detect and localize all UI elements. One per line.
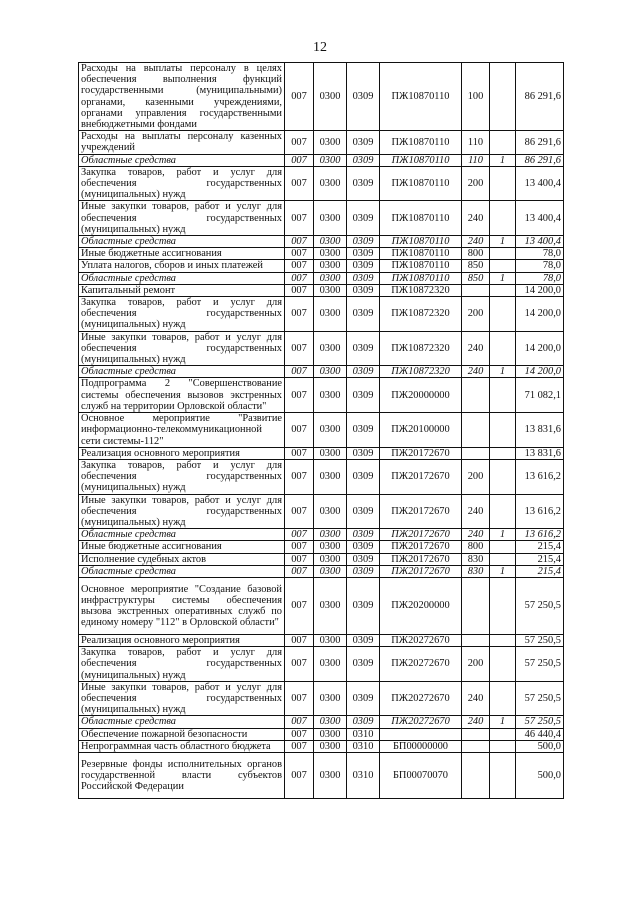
row-target-article: ПЖ20172670: [380, 529, 462, 541]
row-target-article: ПЖ10872320: [380, 284, 462, 296]
row-amount: 57 250,5: [516, 647, 564, 682]
row-grbs-code: 007: [285, 284, 314, 296]
row-grbs-code: 007: [285, 236, 314, 248]
row-funding-source: 1: [490, 716, 516, 728]
row-subsection-code: 0309: [347, 284, 380, 296]
table-row: [79, 529, 564, 541]
row-amount: 13 616,2: [516, 529, 564, 541]
row-target-article: ПЖ10870110: [380, 63, 462, 131]
row-grbs-code: 007: [285, 541, 314, 553]
table-row: [79, 63, 564, 131]
row-amount: 500,0: [516, 752, 564, 798]
row-target-article: ПЖ10870110: [380, 260, 462, 272]
row-funding-source: 1: [490, 236, 516, 248]
row-funding-source: [490, 297, 516, 332]
row-target-article: ПЖ10870110: [380, 272, 462, 284]
row-subsection-code: 0309: [347, 577, 380, 634]
row-name: Закупка товаров, работ и услуг для обеспечения государственных (муниципальных) нужд: [79, 166, 285, 201]
row-amount: 57 250,5: [516, 577, 564, 634]
row-name: Капитальный ремонт: [79, 284, 285, 296]
row-amount: 78,0: [516, 260, 564, 272]
row-grbs-code: 007: [285, 366, 314, 378]
row-section-code: 0300: [314, 541, 347, 553]
row-subsection-code: 0309: [347, 529, 380, 541]
budget-table: [78, 62, 564, 799]
row-subsection-code: 0310: [347, 752, 380, 798]
table-row: [79, 634, 564, 646]
table-row: [79, 494, 564, 529]
row-subsection-code: 0309: [347, 63, 380, 131]
row-amount: 14 200,0: [516, 297, 564, 332]
row-expense-type: 240: [462, 366, 490, 378]
row-section-code: 0300: [314, 740, 347, 752]
row-name: Иные закупки товаров, работ и услуг для обеспечения государственных (муниципальных) нужд: [79, 331, 285, 366]
row-name: Областные средства: [79, 716, 285, 728]
row-target-article: ПЖ10870110: [380, 166, 462, 201]
row-subsection-code: 0309: [347, 378, 380, 413]
row-section-code: 0300: [314, 284, 347, 296]
row-expense-type: 800: [462, 248, 490, 260]
row-section-code: 0300: [314, 565, 347, 577]
row-grbs-code: 007: [285, 413, 314, 448]
row-funding-source: [490, 166, 516, 201]
row-subsection-code: 0310: [347, 740, 380, 752]
row-grbs-code: 007: [285, 553, 314, 565]
row-expense-type: [462, 740, 490, 752]
row-funding-source: [490, 260, 516, 272]
row-funding-source: [490, 201, 516, 236]
row-target-article: ПЖ10870110: [380, 248, 462, 260]
row-amount: 78,0: [516, 248, 564, 260]
table-row: [79, 166, 564, 201]
row-expense-type: 110: [462, 154, 490, 166]
table-row: [79, 378, 564, 413]
row-target-article: ПЖ20172670: [380, 459, 462, 494]
row-grbs-code: 007: [285, 529, 314, 541]
row-target-article: ПЖ20172670: [380, 565, 462, 577]
row-section-code: 0300: [314, 248, 347, 260]
row-section-code: 0300: [314, 331, 347, 366]
row-funding-source: [490, 577, 516, 634]
table-row: [79, 459, 564, 494]
row-section-code: 0300: [314, 378, 347, 413]
row-section-code: 0300: [314, 553, 347, 565]
row-subsection-code: 0309: [347, 366, 380, 378]
row-name: Областные средства: [79, 565, 285, 577]
row-funding-source: [490, 131, 516, 154]
row-funding-source: [490, 681, 516, 716]
row-expense-type: 240: [462, 494, 490, 529]
row-grbs-code: 007: [285, 577, 314, 634]
row-section-code: 0300: [314, 166, 347, 201]
row-amount: 14 200,0: [516, 284, 564, 296]
row-grbs-code: 007: [285, 565, 314, 577]
row-subsection-code: 0310: [347, 728, 380, 740]
row-expense-type: 240: [462, 201, 490, 236]
row-section-code: 0300: [314, 201, 347, 236]
row-section-code: 0300: [314, 634, 347, 646]
row-target-article: ПЖ10872320: [380, 297, 462, 332]
row-subsection-code: 0309: [347, 447, 380, 459]
row-grbs-code: 007: [285, 331, 314, 366]
table-row: [79, 447, 564, 459]
row-target-article: ПЖ20100000: [380, 413, 462, 448]
row-amount: 13 616,2: [516, 494, 564, 529]
row-name: Закупка товаров, работ и услуг для обеспечения государственных (муниципальных) нужд: [79, 647, 285, 682]
row-funding-source: [490, 459, 516, 494]
row-expense-type: 240: [462, 331, 490, 366]
row-subsection-code: 0309: [347, 413, 380, 448]
row-section-code: 0300: [314, 494, 347, 529]
table-row: [79, 647, 564, 682]
row-grbs-code: 007: [285, 260, 314, 272]
row-funding-source: [490, 634, 516, 646]
row-target-article: ПЖ20172670: [380, 541, 462, 553]
row-name: Областные средства: [79, 366, 285, 378]
row-name: Основное мероприятие "Развитие информационно-телекоммуникационной сети системы-112": [79, 413, 285, 448]
row-expense-type: [462, 577, 490, 634]
row-amount: 13 831,6: [516, 413, 564, 448]
table-row: [79, 297, 564, 332]
row-target-article: [380, 728, 462, 740]
row-section-code: 0300: [314, 413, 347, 448]
row-target-article: ПЖ20272670: [380, 716, 462, 728]
row-funding-source: [490, 248, 516, 260]
row-name: Расходы на выплаты персоналу казенных учреждений: [79, 131, 285, 154]
table-row: [79, 366, 564, 378]
row-grbs-code: 007: [285, 447, 314, 459]
row-grbs-code: 007: [285, 647, 314, 682]
row-section-code: 0300: [314, 366, 347, 378]
row-funding-source: [490, 752, 516, 798]
row-grbs-code: 007: [285, 752, 314, 798]
row-target-article: ПЖ20272670: [380, 634, 462, 646]
row-section-code: 0300: [314, 63, 347, 131]
row-section-code: 0300: [314, 647, 347, 682]
table-row: [79, 413, 564, 448]
row-amount: 86 291,6: [516, 131, 564, 154]
row-subsection-code: 0309: [347, 716, 380, 728]
table-row: [79, 331, 564, 366]
row-name: Уплата налогов, сборов и иных платежей: [79, 260, 285, 272]
row-name: Реализация основного мероприятия: [79, 447, 285, 459]
row-funding-source: [490, 647, 516, 682]
row-funding-source: [490, 740, 516, 752]
row-subsection-code: 0309: [347, 553, 380, 565]
row-subsection-code: 0309: [347, 154, 380, 166]
row-funding-source: 1: [490, 366, 516, 378]
row-expense-type: [462, 378, 490, 413]
row-target-article: ПЖ20172670: [380, 553, 462, 565]
row-expense-type: 200: [462, 166, 490, 201]
row-amount: 71 082,1: [516, 378, 564, 413]
row-target-article: ПЖ10872320: [380, 331, 462, 366]
row-expense-type: [462, 413, 490, 448]
row-name: Исполнение судебных актов: [79, 553, 285, 565]
row-amount: 86 291,6: [516, 63, 564, 131]
row-grbs-code: 007: [285, 459, 314, 494]
row-grbs-code: 007: [285, 297, 314, 332]
row-target-article: ПЖ20272670: [380, 647, 462, 682]
row-target-article: БП00000000: [380, 740, 462, 752]
row-section-code: 0300: [314, 459, 347, 494]
row-grbs-code: 007: [285, 740, 314, 752]
row-expense-type: 830: [462, 553, 490, 565]
row-amount: 14 200,0: [516, 366, 564, 378]
table-row: [79, 577, 564, 634]
row-target-article: ПЖ10870110: [380, 236, 462, 248]
row-name: Непрограммная часть областного бюджета: [79, 740, 285, 752]
row-expense-type: [462, 634, 490, 646]
table-row: [79, 284, 564, 296]
row-amount: 57 250,5: [516, 716, 564, 728]
row-funding-source: 1: [490, 529, 516, 541]
row-grbs-code: 007: [285, 378, 314, 413]
row-grbs-code: 007: [285, 272, 314, 284]
row-amount: 215,4: [516, 565, 564, 577]
row-expense-type: 850: [462, 260, 490, 272]
row-funding-source: [490, 378, 516, 413]
row-expense-type: 240: [462, 529, 490, 541]
row-target-article: ПЖ20000000: [380, 378, 462, 413]
row-section-code: 0300: [314, 260, 347, 272]
row-grbs-code: 007: [285, 63, 314, 131]
row-expense-type: 800: [462, 541, 490, 553]
row-amount: 78,0: [516, 272, 564, 284]
row-name: Резервные фонды исполнительных органов государственной власти субъектов Российской Федерации: [79, 752, 285, 798]
row-subsection-code: 0309: [347, 681, 380, 716]
row-expense-type: [462, 728, 490, 740]
table-row: [79, 681, 564, 716]
table-row: [79, 740, 564, 752]
row-target-article: ПЖ10872320: [380, 366, 462, 378]
row-expense-type: 240: [462, 716, 490, 728]
row-section-code: 0300: [314, 577, 347, 634]
table-row: [79, 131, 564, 154]
row-expense-type: 850: [462, 272, 490, 284]
table-row: [79, 728, 564, 740]
row-target-article: ПЖ10870110: [380, 154, 462, 166]
row-target-article: ПЖ20200000: [380, 577, 462, 634]
row-target-article: ПЖ20172670: [380, 494, 462, 529]
row-amount: 13 400,4: [516, 166, 564, 201]
row-grbs-code: 007: [285, 166, 314, 201]
row-funding-source: [490, 413, 516, 448]
row-funding-source: [490, 331, 516, 366]
row-amount: 13 831,6: [516, 447, 564, 459]
row-grbs-code: 007: [285, 728, 314, 740]
table-row: [79, 716, 564, 728]
row-subsection-code: 0309: [347, 634, 380, 646]
row-name: Областные средства: [79, 154, 285, 166]
row-amount: 14 200,0: [516, 331, 564, 366]
table-row: [79, 752, 564, 798]
row-funding-source: 1: [490, 154, 516, 166]
row-amount: 57 250,5: [516, 681, 564, 716]
row-name: Подпрограмма 2 "Совершенствование системы обеспечения вызовов экстренных служб на территории Орловской области": [79, 378, 285, 413]
row-section-code: 0300: [314, 297, 347, 332]
row-name: Реализация основного мероприятия: [79, 634, 285, 646]
page-number: 12: [313, 40, 327, 55]
row-expense-type: [462, 447, 490, 459]
row-name: Иные закупки товаров, работ и услуг для обеспечения государственных (муниципальных) нужд: [79, 494, 285, 529]
row-funding-source: [490, 63, 516, 131]
row-amount: 500,0: [516, 740, 564, 752]
row-subsection-code: 0309: [347, 565, 380, 577]
row-section-code: 0300: [314, 529, 347, 541]
row-name: Иные бюджетные ассигнования: [79, 248, 285, 260]
row-section-code: 0300: [314, 236, 347, 248]
row-funding-source: [490, 728, 516, 740]
row-name: Обеспечение пожарной безопасности: [79, 728, 285, 740]
row-section-code: 0300: [314, 752, 347, 798]
table-row: [79, 541, 564, 553]
row-subsection-code: 0309: [347, 201, 380, 236]
row-grbs-code: 007: [285, 201, 314, 236]
row-name: Основное мероприятие "Создание базовой инфраструктуры системы обеспечения вызова экстренных оперативных служб по единому номеру "112" в Орловской области": [79, 577, 285, 634]
row-funding-source: [490, 553, 516, 565]
table-row: [79, 272, 564, 284]
row-grbs-code: 007: [285, 154, 314, 166]
row-subsection-code: 0309: [347, 494, 380, 529]
row-expense-type: 240: [462, 681, 490, 716]
row-expense-type: 110: [462, 131, 490, 154]
table-row: [79, 201, 564, 236]
row-expense-type: 240: [462, 236, 490, 248]
table-row: [79, 260, 564, 272]
row-grbs-code: 007: [285, 634, 314, 646]
row-name: Иные закупки товаров, работ и услуг для обеспечения государственных (муниципальных) нужд: [79, 201, 285, 236]
budget-table-body: [79, 63, 564, 799]
row-subsection-code: 0309: [347, 459, 380, 494]
row-funding-source: [490, 494, 516, 529]
row-expense-type: 200: [462, 459, 490, 494]
row-subsection-code: 0309: [347, 297, 380, 332]
row-grbs-code: 007: [285, 681, 314, 716]
row-amount: 13 616,2: [516, 459, 564, 494]
row-funding-source: [490, 284, 516, 296]
table-row: [79, 248, 564, 260]
row-name: Иные бюджетные ассигнования: [79, 541, 285, 553]
row-subsection-code: 0309: [347, 647, 380, 682]
table-row: [79, 236, 564, 248]
row-subsection-code: 0309: [347, 260, 380, 272]
row-target-article: ПЖ20172670: [380, 447, 462, 459]
row-target-article: БП00070070: [380, 752, 462, 798]
row-section-code: 0300: [314, 154, 347, 166]
row-name: Областные средства: [79, 529, 285, 541]
row-subsection-code: 0309: [347, 541, 380, 553]
row-section-code: 0300: [314, 681, 347, 716]
row-grbs-code: 007: [285, 716, 314, 728]
row-funding-source: [490, 447, 516, 459]
row-grbs-code: 007: [285, 131, 314, 154]
row-amount: 215,4: [516, 541, 564, 553]
row-subsection-code: 0309: [347, 272, 380, 284]
row-funding-source: [490, 541, 516, 553]
row-amount: 215,4: [516, 553, 564, 565]
row-amount: 46 440,4: [516, 728, 564, 740]
table-row: [79, 553, 564, 565]
row-expense-type: 200: [462, 647, 490, 682]
row-expense-type: [462, 752, 490, 798]
row-section-code: 0300: [314, 447, 347, 459]
row-section-code: 0300: [314, 131, 347, 154]
row-target-article: ПЖ10870110: [380, 131, 462, 154]
row-subsection-code: 0309: [347, 236, 380, 248]
row-name: Закупка товаров, работ и услуг для обеспечения государственных (муниципальных) нужд: [79, 459, 285, 494]
row-funding-source: 1: [490, 565, 516, 577]
row-expense-type: 830: [462, 565, 490, 577]
row-section-code: 0300: [314, 716, 347, 728]
row-target-article: ПЖ20272670: [380, 681, 462, 716]
row-amount: 13 400,4: [516, 236, 564, 248]
row-amount: 86 291,6: [516, 154, 564, 166]
row-subsection-code: 0309: [347, 248, 380, 260]
table-row: [79, 565, 564, 577]
table-row: [79, 154, 564, 166]
row-name: Областные средства: [79, 272, 285, 284]
row-amount: 57 250,5: [516, 634, 564, 646]
row-subsection-code: 0309: [347, 166, 380, 201]
row-amount: 13 400,4: [516, 201, 564, 236]
row-section-code: 0300: [314, 272, 347, 284]
row-grbs-code: 007: [285, 248, 314, 260]
row-subsection-code: 0309: [347, 331, 380, 366]
row-expense-type: 100: [462, 63, 490, 131]
row-name: Областные средства: [79, 236, 285, 248]
row-name: Закупка товаров, работ и услуг для обеспечения государственных (муниципальных) нужд: [79, 297, 285, 332]
row-funding-source: 1: [490, 272, 516, 284]
row-name: Иные закупки товаров, работ и услуг для обеспечения государственных (муниципальных) нужд: [79, 681, 285, 716]
row-grbs-code: 007: [285, 494, 314, 529]
row-section-code: 0300: [314, 728, 347, 740]
row-target-article: ПЖ10870110: [380, 201, 462, 236]
row-expense-type: [462, 284, 490, 296]
row-subsection-code: 0309: [347, 131, 380, 154]
row-expense-type: 200: [462, 297, 490, 332]
row-name: Расходы на выплаты персоналу в целях обеспечения выполнения функций государственными (муниципальными) органами, казенными учреждениями, органами управления государственными внебюджетными фондами: [79, 63, 285, 131]
